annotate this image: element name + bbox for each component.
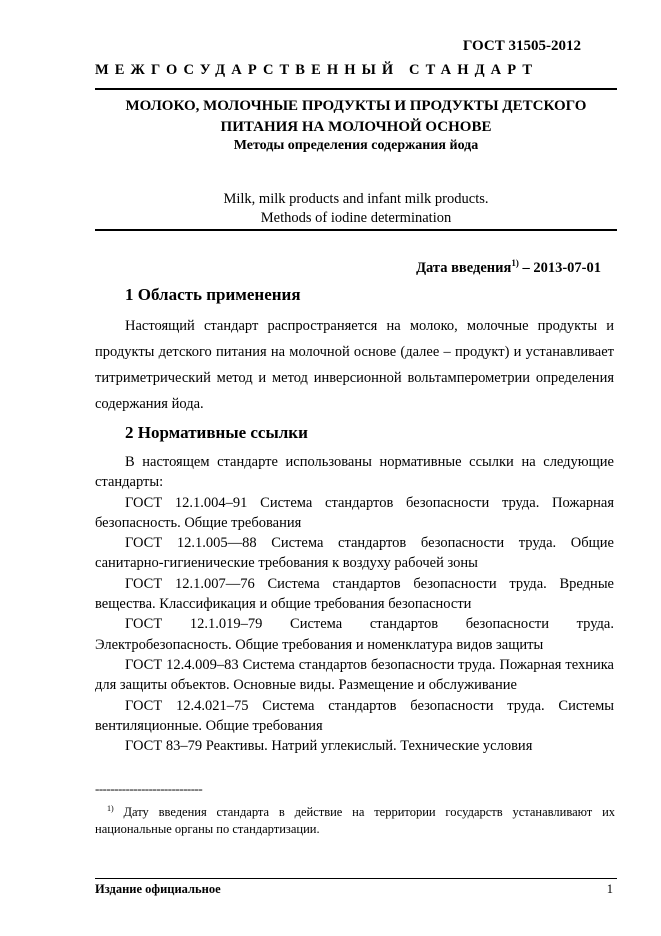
footnote-mark: 1) <box>107 804 114 813</box>
footnote-reference: 1) <box>511 258 519 268</box>
english-title-line-1: Milk, milk products and infant milk products. <box>223 191 489 207</box>
official-edition-label: Издание официальное <box>95 882 221 896</box>
title-rule <box>95 229 617 231</box>
reference-item: ГОСТ 12.4.021–75 Система стандартов безопасности труда. Системы вентиляционные. Общие требования <box>95 697 614 734</box>
references-intro: В настоящем стандарте использованы нормативные ссылки на следующие стандарты: <box>95 454 614 491</box>
reference-item: ГОСТ 12.1.004–91 Система стандартов безопасности труда. Пожарная безопасность. Общие требования <box>95 494 614 531</box>
reference-item: ГОСТ 12.4.009–83 Система стандартов безопасности труда. Пожарная техника для защиты объектов. Основные виды. Размещение и обслуживание <box>95 656 614 694</box>
section-heading-scope: 1 Область применения <box>125 285 301 304</box>
section-heading-references: 2 Нормативные ссылки <box>125 423 308 442</box>
title-line-2: ПИТАНИЯ НА МОЛОЧНОЙ ОСНОВЕ <box>220 119 492 135</box>
english-title-line-2: Methods of iodine determination <box>260 210 452 226</box>
reference-item: ГОСТ 83–79 Реактивы. Натрий углекислый. Технические условия <box>125 738 533 755</box>
reference-item: ГОСТ 12.1.005—88 Система стандартов безопасности труда. Общие санитарно-гигиенические требования к воздуху рабочей зоны <box>95 535 614 572</box>
english-title <box>95 190 617 228</box>
footer-rule <box>95 878 617 879</box>
scope-paragraph: Настоящий стандарт распространяется на молоко, молочные продукты и продукты детского питания на молочной основе (далее – продукт) и устанавливает титриметрический метод и метод инверсионной вольтамперометрии определения содержания йода. <box>95 318 614 412</box>
document-subtitle: Методы определения содержания йода <box>233 138 479 153</box>
introduction-date-label: Дата введения <box>416 259 512 276</box>
introduction-date-value: – 2013-07-01 <box>522 259 601 276</box>
reference-item: ГОСТ 12.1.007—76 Система стандартов безопасности труда. Вредные вещества. Классификация и общие требования безопасности <box>95 575 614 613</box>
footnote-separator: ---------------------------- <box>95 781 203 796</box>
document-title <box>95 96 617 138</box>
page-number: 1 <box>606 882 613 896</box>
header-rule <box>95 88 617 90</box>
interstate-standard-label: МЕЖГОСУДАРСТВЕННЫЙ СТАНДАРТ <box>95 62 539 78</box>
gost-code: ГОСТ 31505-2012 <box>462 38 581 54</box>
introduction-date <box>416 258 601 277</box>
reference-item: ГОСТ 12.1.019–79 Система стандартов безопасности труда. Электробезопасность. Общие требования и номенклатура видов защиты <box>95 616 614 653</box>
title-line-1: МОЛОКО, МОЛОЧНЫЕ ПРОДУКТЫ И ПРОДУКТЫ ДЕТСКОГО <box>125 98 587 114</box>
footnote-text: Дату введения стандарта в действие на территории государств устанавливают их национальные органы по стандартизации. <box>95 805 616 837</box>
references-list <box>95 452 614 756</box>
footnote <box>95 800 615 838</box>
